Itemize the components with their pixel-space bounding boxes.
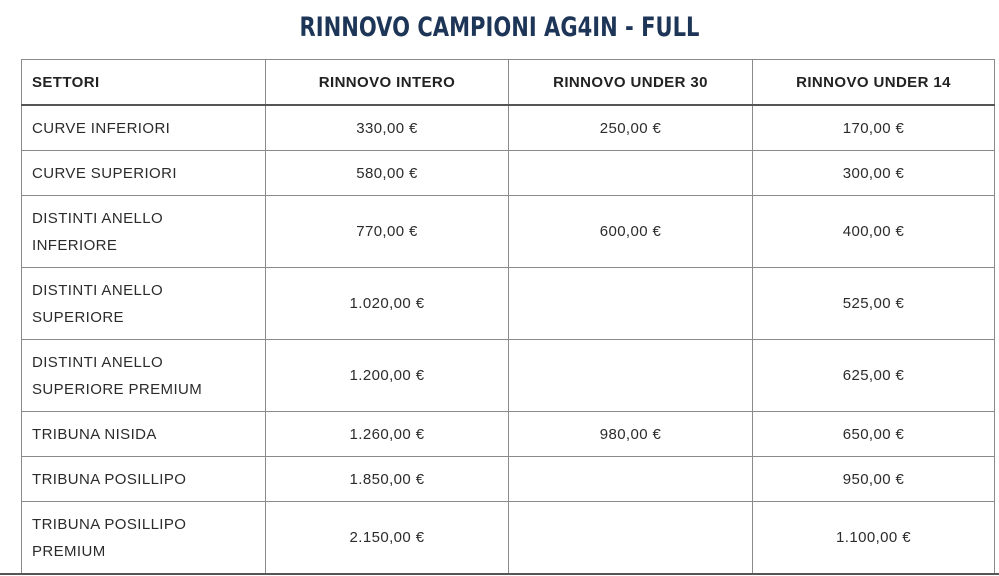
sector-cell — [22, 502, 266, 574]
price-intero: 2.150,00 € — [266, 502, 509, 574]
sector-cell — [22, 340, 266, 412]
sector-line: SUPERIORE — [32, 308, 124, 326]
sector-cell — [22, 412, 266, 457]
price-intero: 1.020,00 € — [266, 268, 509, 340]
price-intero: 580,00 € — [266, 151, 509, 196]
price-table — [21, 59, 995, 574]
table-row — [22, 196, 995, 268]
sector-line: INFERIORE — [32, 236, 118, 254]
price-under-30: 980,00 € — [509, 412, 753, 457]
table-row — [22, 412, 995, 457]
sector-line: CURVE SUPERIORI — [32, 164, 177, 182]
table-row — [22, 457, 995, 502]
sector-line: SUPERIORE PREMIUM — [32, 380, 203, 398]
price-under-14: 400,00 € — [753, 196, 995, 268]
table-row — [22, 268, 995, 340]
price-intero: 770,00 € — [266, 196, 509, 268]
price-under-14: 170,00 € — [753, 105, 995, 151]
price-intero: 330,00 € — [266, 105, 509, 151]
sector-cell — [22, 268, 266, 340]
price-under-14: 950,00 € — [753, 457, 995, 502]
price-under-30: 600,00 € — [509, 196, 753, 268]
price-under-30 — [509, 457, 753, 502]
sector-line: TRIBUNA POSILLIPO — [32, 515, 187, 533]
sector-line: PREMIUM — [32, 542, 106, 560]
sector-line: DISTINTI ANELLO — [32, 281, 164, 299]
price-under-30 — [509, 502, 753, 574]
sector-cell — [22, 151, 266, 196]
header-rinnovo-intero: RINNOVO INTERO — [266, 60, 509, 106]
header-settori: SETTORI — [22, 60, 266, 106]
price-under-14: 300,00 € — [753, 151, 995, 196]
price-under-14: 525,00 € — [753, 268, 995, 340]
price-under-14: 1.100,00 € — [753, 502, 995, 574]
sector-cell — [22, 196, 266, 268]
price-under-14: 625,00 € — [753, 340, 995, 412]
table-row — [22, 340, 995, 412]
sector-line: CURVE INFERIORI — [32, 119, 171, 137]
price-under-30 — [509, 340, 753, 412]
sector-line: TRIBUNA POSILLIPO — [32, 470, 187, 488]
sector-line: DISTINTI ANELLO — [32, 353, 164, 371]
price-under-30: 250,00 € — [509, 105, 753, 151]
header-rinnovo-under-14: RINNOVO UNDER 14 — [753, 60, 995, 106]
price-intero: 1.850,00 € — [266, 457, 509, 502]
table-row — [22, 502, 995, 574]
price-under-30 — [509, 268, 753, 340]
page-title: RINNOVO CAMPIONI AG4IN - FULL — [299, 12, 700, 43]
sector-cell — [22, 457, 266, 502]
table-row — [22, 105, 995, 151]
sector-cell — [22, 105, 266, 151]
price-intero: 1.260,00 € — [266, 412, 509, 457]
sector-line: DISTINTI ANELLO — [32, 209, 164, 227]
sector-line: TRIBUNA NISIDA — [32, 425, 157, 443]
price-under-30 — [509, 151, 753, 196]
bottom-divider — [0, 573, 999, 575]
table-header-row — [22, 60, 995, 106]
price-under-14: 650,00 € — [753, 412, 995, 457]
table-row — [22, 151, 995, 196]
header-rinnovo-under-30: RINNOVO UNDER 30 — [509, 60, 753, 106]
price-intero: 1.200,00 € — [266, 340, 509, 412]
